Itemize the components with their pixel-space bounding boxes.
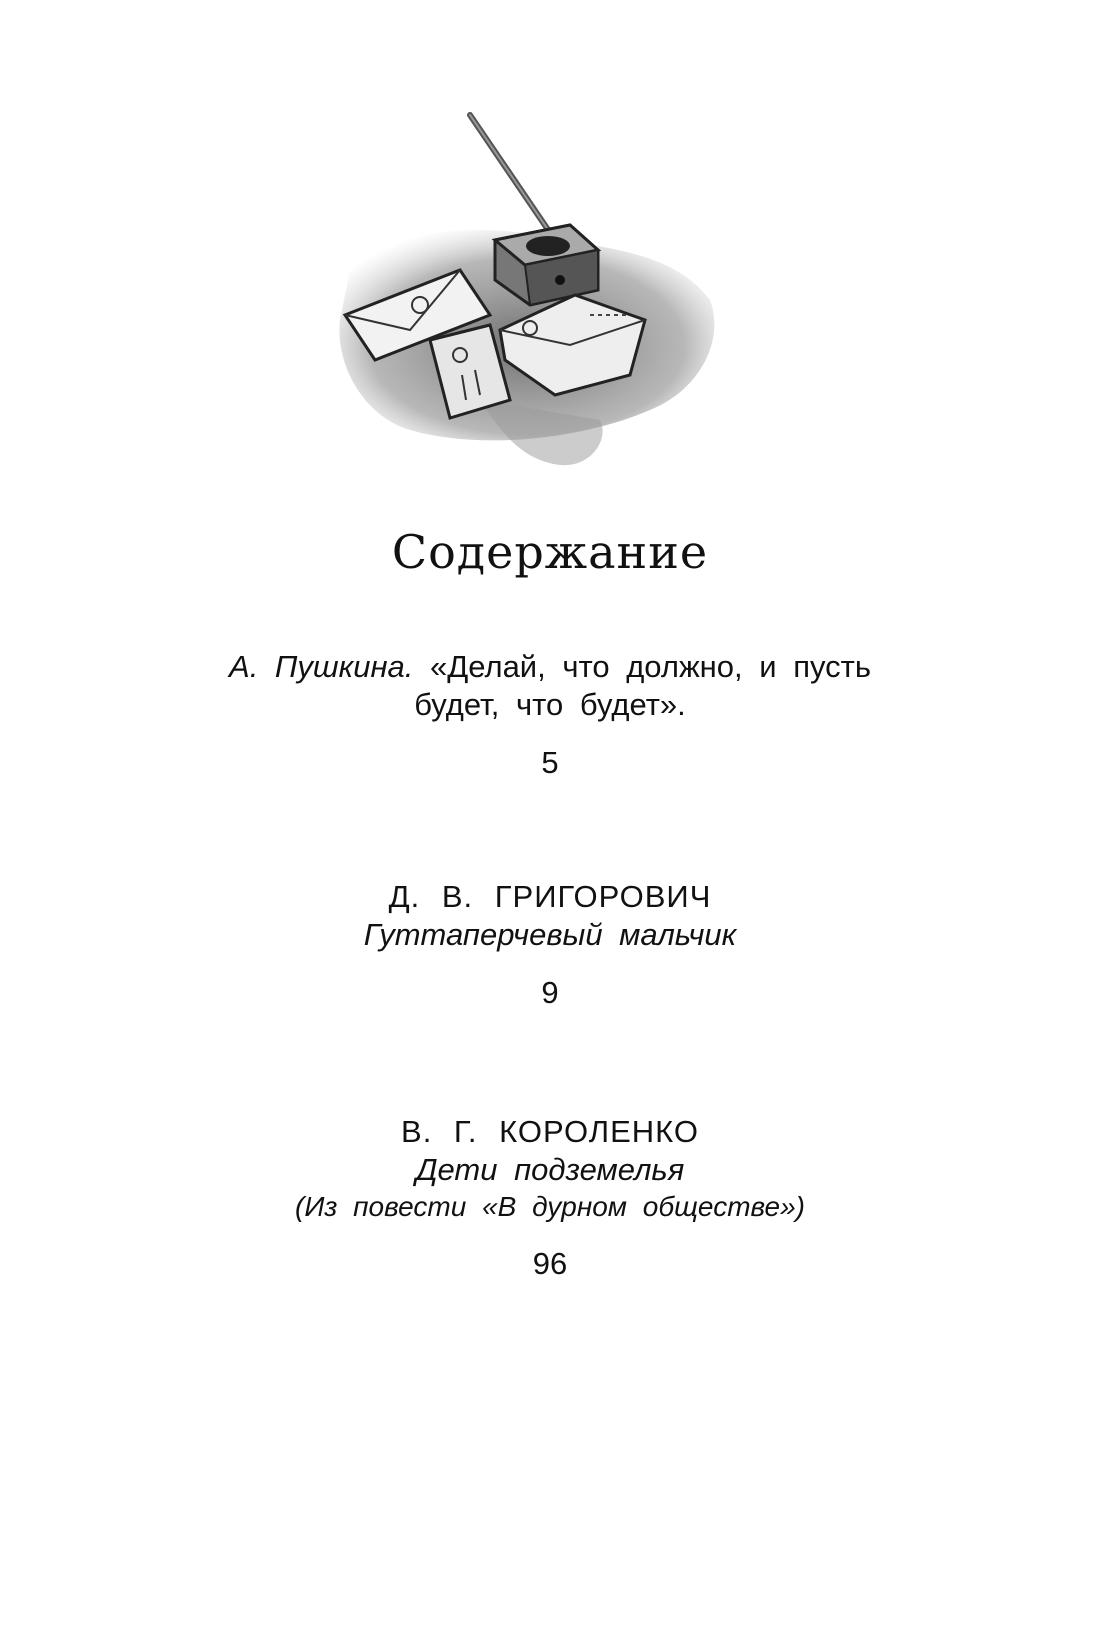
toc-entry[interactable] [0, 878, 1100, 1012]
toc-entry-author: В. Г. КОРОЛЕНКО [401, 1114, 699, 1149]
toc-entry-note: (Из повести «В дурном обществе») [295, 1191, 805, 1222]
toc-entry-page-number: 9 [541, 975, 559, 1010]
toc-entry-page-number: 96 [532, 1246, 568, 1281]
toc-entry-author: А. Пушкина. [229, 649, 414, 684]
toc-entry-title-line2: будет, что будет». [414, 687, 686, 722]
page-title: Содержание [391, 525, 709, 579]
toc-entry-author: Д. В. ГРИГОРОВИЧ [388, 879, 712, 914]
toc-entry-title: Дети подземелья [415, 1152, 685, 1187]
toc-entry-title: «Делай, что должно, и пусть [430, 649, 871, 684]
toc-entry-page-number: 5 [541, 745, 559, 780]
toc-entry-title: Гуттаперчевый мальчик [363, 917, 737, 952]
toc-entry-title-line1 [0, 648, 1100, 686]
inkwell-letters-illustration [330, 100, 730, 480]
toc-entry[interactable] [0, 1113, 1100, 1283]
toc-entry[interactable] [0, 648, 1100, 782]
